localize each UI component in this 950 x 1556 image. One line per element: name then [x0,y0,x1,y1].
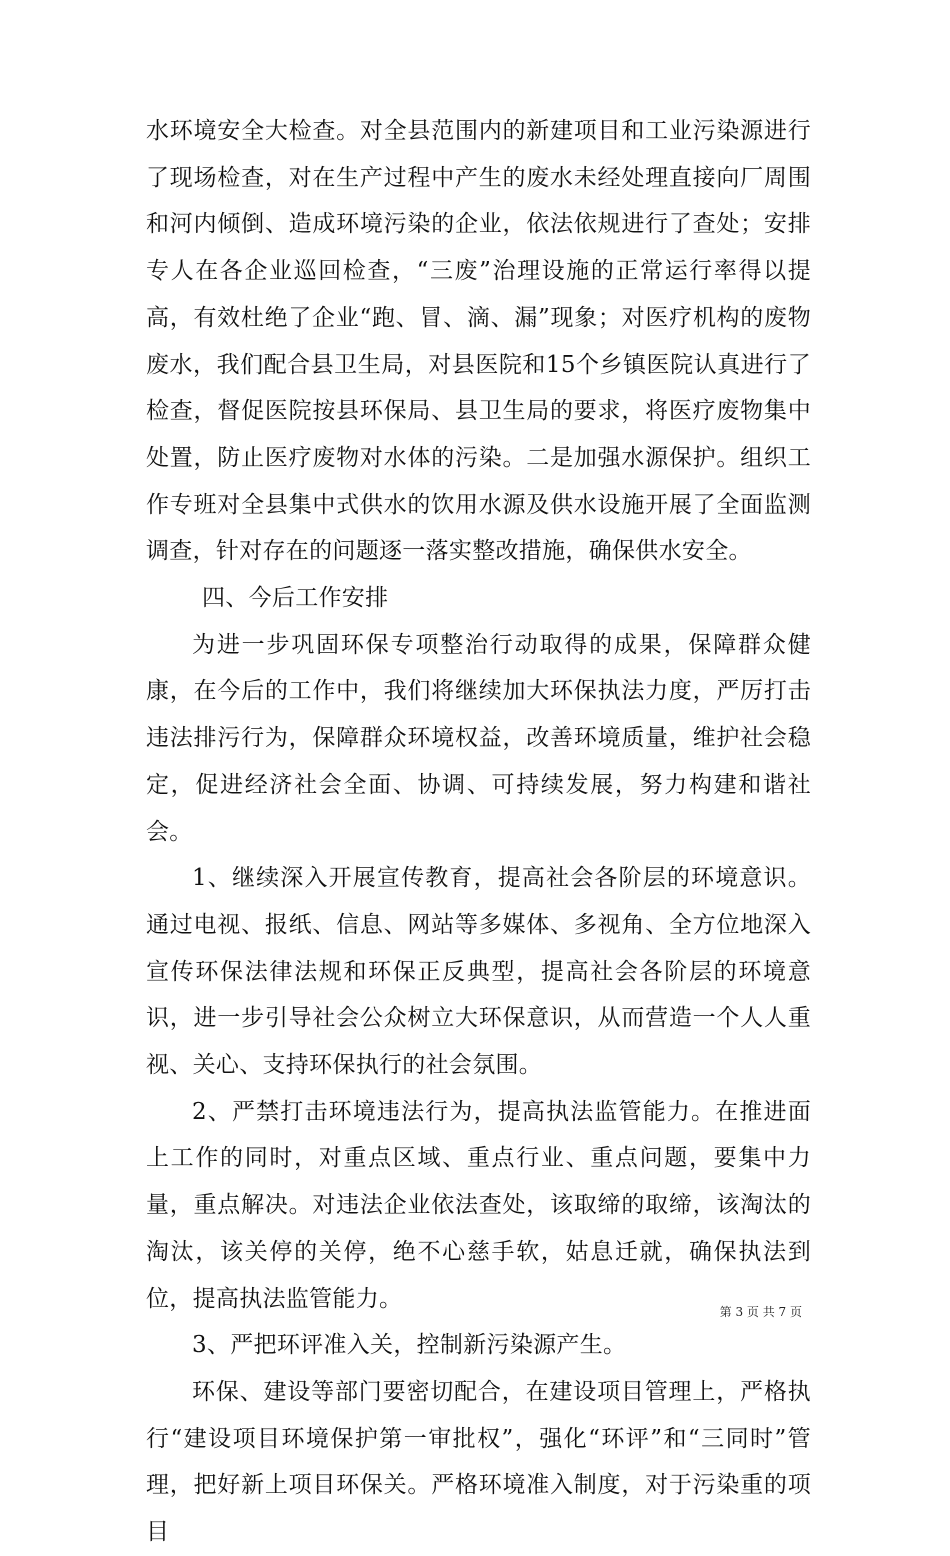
paragraph-item-2: 2、严禁打击环境违法行为，提高执法监管能力。在推进面上工作的同时，对重点区域、重点行业、重点问题，要集中力量，重点解决。对违法企业依法查处，该取缔的取缔，该淘汰的淘汰，该关停的关停，绝不心慈手软，姑息迁就，确保执法到位，提高执法监管能力。 [146,1098,811,1312]
paragraph-item-3-heading: 3、严把环评准入关，控制新污染源产生。 [192,1332,627,1359]
paragraph-item-1: 1、继续深入开展宣传教育，提高社会各阶层的环境意识。通过电视、报纸、信息、网站等多媒体、多视角、全方位地深入宣传环保法律法规和环保正反典型，提高社会各阶层的环境意识，进一步引导社会公众树立大环保意识，从而营造一个人人重视、关心、支持环保执行的社会氛围。 [146,865,811,1079]
paragraph-intro: 为进一步巩固环保专项整治行动取得的成果，保障群众健康，在今后的工作中，我们将继续加大环保执法力度，严厉打击违法排污行为，保障群众环境权益，改善环境质量，维护社会稳定，促进经济社会全面、协调、可持续发展，努力构建和谐社会。 [146,631,811,845]
page-number: 第 3 页 共 7 页 [719,1305,802,1319]
section-heading: 四、今后工作安排 [202,585,389,612]
paragraph-continuation: 水环境安全大检查。对全县范围内的新建项目和工业污染源进行了现场检查，对在生产过程中产生的废水未经处理直接向厂周围和河内倾倒、造成环境污染的企业，依法依规进行了查处；安排专人在各企业巡回检查，“三废”治理设施的正常运行率得以提高，有效杜绝了企业“跑、冒、滴、漏”现象；对医疗机构的废物废水，我们配合县卫生局，对县医院和15个乡镇医院认真进行了检查，督促医院按县环保局、县卫生局的要求，将医疗废物集中处置，防止医疗废物对水体的污染。二是加强水源保护。组织工作专班对全县集中式供水的饮用水源及供水设施开展了全面监测调查，针对存在的问题逐一落实整改措施，确保供水安全。 [146,118,811,565]
paragraph-item-3-body: 环保、建设等部门要密切配合，在建设项目管理上，严格执行“建设项目环境保护第一审批权”，强化“环评”和“三同时”管理，把好新上项目环保关。严格环境准入制度，对于污染重的项目 [146,1378,811,1546]
body-text [146,108,811,1556]
